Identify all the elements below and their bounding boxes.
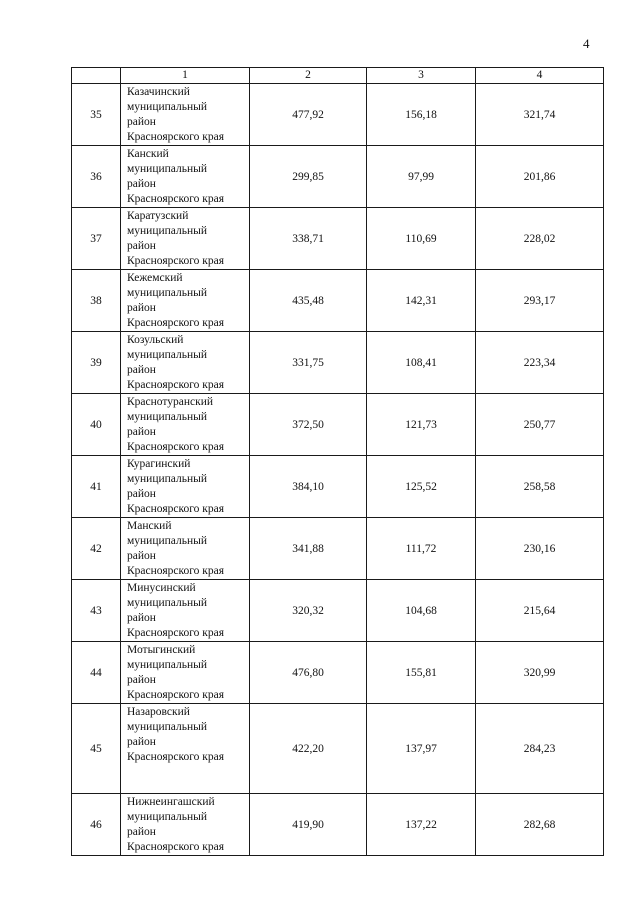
district-name-line: муниципальный: [127, 101, 208, 113]
district-name-line: Красноярского края: [127, 131, 224, 143]
district-name-line: муниципальный: [127, 597, 208, 609]
row-number: 42: [72, 518, 121, 580]
district-name-line: Канский: [127, 148, 169, 160]
value-col-3: 97,99: [367, 146, 476, 208]
header-cell-1: 1: [121, 68, 250, 84]
header-cell-index: [72, 68, 121, 84]
district-name: [121, 208, 250, 270]
value-col-2: 341,88: [250, 518, 367, 580]
data-table: [71, 67, 604, 856]
row-number: 36: [72, 146, 121, 208]
value-col-4: 320,99: [476, 642, 604, 704]
value-col-4: 230,16: [476, 518, 604, 580]
district-name-line: муниципальный: [127, 811, 208, 823]
row-number: 46: [72, 794, 121, 856]
district-name-line: Краснотуранский: [127, 396, 214, 408]
header-cell-4: 4: [476, 68, 604, 84]
value-col-3: 108,41: [367, 332, 476, 394]
value-col-3: 111,72: [367, 518, 476, 580]
district-name-line: муниципальный: [127, 225, 208, 237]
district-name-line: Козульский: [127, 334, 184, 346]
value-col-4: 201,86: [476, 146, 604, 208]
district-name-line: Минусинский: [127, 582, 196, 594]
value-col-4: 321,74: [476, 84, 604, 146]
district-name-line: муниципальный: [127, 349, 208, 361]
value-col-2: 384,10: [250, 456, 367, 518]
value-col-3: 155,81: [367, 642, 476, 704]
value-col-2: 422,20: [250, 704, 367, 794]
row-number: 37: [72, 208, 121, 270]
value-col-4: 215,64: [476, 580, 604, 642]
value-col-3: 125,52: [367, 456, 476, 518]
district-name-line: Кежемский: [127, 272, 183, 284]
district-name: [121, 84, 250, 146]
table-row: [72, 704, 604, 794]
table-row: [72, 794, 604, 856]
district-name-line: муниципальный: [127, 411, 208, 423]
district-name: [121, 794, 250, 856]
district-name-line: район: [127, 178, 156, 190]
value-col-3: 156,18: [367, 84, 476, 146]
value-col-3: 121,73: [367, 394, 476, 456]
value-col-2: 419,90: [250, 794, 367, 856]
district-name: [121, 146, 250, 208]
district-name-line: Красноярского края: [127, 751, 224, 763]
table-row: [72, 84, 604, 146]
district-name: [121, 704, 250, 794]
value-col-3: 137,97: [367, 704, 476, 794]
district-name-line: Красноярского края: [127, 841, 224, 853]
value-col-4: 284,23: [476, 704, 604, 794]
district-name-line: Мотыгинский: [127, 644, 196, 656]
value-col-3: 110,69: [367, 208, 476, 270]
district-name-line: муниципальный: [127, 473, 208, 485]
district-name-line: муниципальный: [127, 721, 208, 733]
table-row: [72, 208, 604, 270]
district-name-line: Красноярского края: [127, 255, 224, 267]
header-cell-3: 3: [367, 68, 476, 84]
district-name-line: район: [127, 612, 156, 624]
district-name-line: район: [127, 736, 156, 748]
row-number: 35: [72, 84, 121, 146]
district-name-line: Нижнеингашский: [127, 796, 215, 808]
district-name-line: муниципальный: [127, 659, 208, 671]
value-col-4: 228,02: [476, 208, 604, 270]
district-name-line: район: [127, 550, 156, 562]
district-name-line: Казачинский: [127, 86, 190, 98]
row-number: 43: [72, 580, 121, 642]
district-name-line: муниципальный: [127, 163, 208, 175]
district-name-line: Манский: [127, 520, 172, 532]
district-name: [121, 270, 250, 332]
value-col-4: 250,77: [476, 394, 604, 456]
district-name: [121, 394, 250, 456]
value-col-2: 338,71: [250, 208, 367, 270]
value-col-2: 320,32: [250, 580, 367, 642]
value-col-4: 282,68: [476, 794, 604, 856]
table-row: [72, 270, 604, 332]
row-number: 39: [72, 332, 121, 394]
table-row: [72, 394, 604, 456]
row-number: 41: [72, 456, 121, 518]
value-col-2: 476,80: [250, 642, 367, 704]
district-name-line: район: [127, 116, 156, 128]
district-name-line: Красноярского края: [127, 441, 224, 453]
district-name-line: район: [127, 426, 156, 438]
table-row: [72, 146, 604, 208]
table-row: [72, 332, 604, 394]
value-col-4: 293,17: [476, 270, 604, 332]
header-cell-2: 2: [250, 68, 367, 84]
header-row: [72, 68, 604, 84]
table-row: [72, 456, 604, 518]
district-name-line: район: [127, 826, 156, 838]
district-name-line: Красноярского края: [127, 193, 224, 205]
district-name-line: район: [127, 674, 156, 686]
value-col-3: 142,31: [367, 270, 476, 332]
value-col-2: 477,92: [250, 84, 367, 146]
table-row: [72, 518, 604, 580]
row-number: 45: [72, 704, 121, 794]
value-col-2: 435,48: [250, 270, 367, 332]
district-name-line: Красноярского края: [127, 503, 224, 515]
row-number: 38: [72, 270, 121, 332]
table-row: [72, 580, 604, 642]
district-name-line: Курагинский: [127, 458, 191, 470]
district-name-line: район: [127, 488, 156, 500]
page-number: 4: [583, 36, 590, 51]
district-name-line: Каратузский: [127, 210, 189, 222]
district-name-line: район: [127, 302, 156, 314]
row-number: 40: [72, 394, 121, 456]
district-name-line: муниципальный: [127, 287, 208, 299]
district-name: [121, 580, 250, 642]
district-name-line: район: [127, 364, 156, 376]
value-col-3: 137,22: [367, 794, 476, 856]
value-col-2: 299,85: [250, 146, 367, 208]
district-name-line: Красноярского края: [127, 379, 224, 391]
district-name-line: Красноярского края: [127, 317, 224, 329]
district-name: [121, 642, 250, 704]
table-row: [72, 642, 604, 704]
value-col-2: 331,75: [250, 332, 367, 394]
district-name-line: Красноярского края: [127, 689, 224, 701]
district-name-line: Красноярского края: [127, 565, 224, 577]
row-number: 44: [72, 642, 121, 704]
district-name: [121, 518, 250, 580]
district-name: [121, 456, 250, 518]
district-name-line: Красноярского края: [127, 627, 224, 639]
value-col-4: 258,58: [476, 456, 604, 518]
district-name: [121, 332, 250, 394]
district-name-line: Назаровский: [127, 706, 190, 718]
district-name-line: муниципальный: [127, 535, 208, 547]
district-name-line: район: [127, 240, 156, 252]
value-col-2: 372,50: [250, 394, 367, 456]
value-col-3: 104,68: [367, 580, 476, 642]
value-col-4: 223,34: [476, 332, 604, 394]
